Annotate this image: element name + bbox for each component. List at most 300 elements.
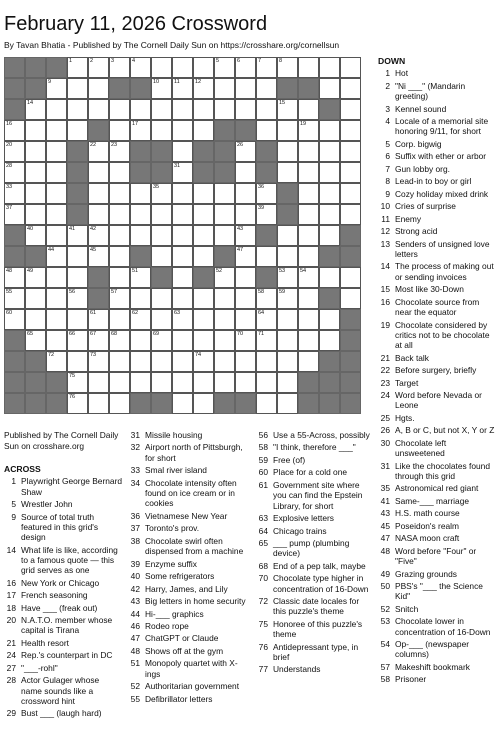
clue-item[interactable] xyxy=(378,104,496,114)
grid-cell[interactable] xyxy=(256,351,277,372)
grid-cell[interactable] xyxy=(151,372,172,393)
grid-cell[interactable] xyxy=(67,330,88,351)
clue-item[interactable] xyxy=(4,590,122,600)
clue-item[interactable] xyxy=(378,662,496,672)
grid-cell[interactable] xyxy=(130,225,151,246)
grid-cell[interactable] xyxy=(298,204,319,225)
clue-item[interactable] xyxy=(378,616,496,637)
grid-cell[interactable] xyxy=(151,204,172,225)
grid-cell[interactable] xyxy=(130,120,151,141)
grid-cell[interactable] xyxy=(256,57,277,78)
grid-cell[interactable] xyxy=(214,204,235,225)
grid-cell[interactable] xyxy=(88,225,109,246)
grid-cell[interactable] xyxy=(130,288,151,309)
grid-cell[interactable] xyxy=(46,351,67,372)
clue-item[interactable] xyxy=(256,561,374,571)
grid-cell[interactable] xyxy=(88,78,109,99)
clue-item[interactable] xyxy=(378,461,496,482)
grid-cell[interactable] xyxy=(67,351,88,372)
grid-cell[interactable] xyxy=(109,267,130,288)
grid-cell[interactable] xyxy=(298,99,319,120)
grid-cell[interactable] xyxy=(130,351,151,372)
grid-cell[interactable] xyxy=(151,246,172,267)
clue-item[interactable] xyxy=(378,365,496,375)
clue-item[interactable] xyxy=(128,633,252,643)
grid-cell[interactable] xyxy=(172,183,193,204)
grid-cell[interactable] xyxy=(4,162,25,183)
grid-cell[interactable] xyxy=(67,267,88,288)
clue-item[interactable] xyxy=(378,151,496,161)
clue-item[interactable] xyxy=(128,536,252,557)
clue-item[interactable] xyxy=(378,284,496,294)
clue-item[interactable] xyxy=(4,603,122,613)
grid-cell[interactable] xyxy=(256,120,277,141)
grid-cell[interactable] xyxy=(256,393,277,414)
clue-item[interactable] xyxy=(128,523,252,533)
grid-cell[interactable] xyxy=(25,267,46,288)
clue-item[interactable] xyxy=(256,573,374,594)
grid-cell[interactable] xyxy=(46,99,67,120)
grid-cell[interactable] xyxy=(298,246,319,267)
grid-cell[interactable] xyxy=(256,288,277,309)
clue-item[interactable] xyxy=(256,538,374,559)
clue-item[interactable] xyxy=(256,455,374,465)
grid-cell[interactable] xyxy=(256,183,277,204)
grid-cell[interactable] xyxy=(172,351,193,372)
clue-item[interactable] xyxy=(128,621,252,631)
clue-item[interactable] xyxy=(128,442,252,463)
clue-item[interactable] xyxy=(128,609,252,619)
clue-item[interactable] xyxy=(256,467,374,477)
grid-cell[interactable] xyxy=(298,267,319,288)
grid-cell[interactable] xyxy=(256,246,277,267)
grid-cell[interactable] xyxy=(67,246,88,267)
clue-item[interactable] xyxy=(128,596,252,606)
grid-cell[interactable] xyxy=(256,204,277,225)
grid-cell[interactable] xyxy=(67,288,88,309)
grid-cell[interactable] xyxy=(88,162,109,183)
grid-cell[interactable] xyxy=(172,120,193,141)
clue-item[interactable] xyxy=(378,390,496,411)
grid-cell[interactable] xyxy=(151,288,172,309)
grid-cell[interactable] xyxy=(235,372,256,393)
grid-cell[interactable] xyxy=(151,57,172,78)
clue-item[interactable] xyxy=(378,81,496,102)
grid-cell[interactable] xyxy=(193,309,214,330)
clue-item[interactable] xyxy=(378,569,496,579)
grid-cell[interactable] xyxy=(172,204,193,225)
grid-cell[interactable] xyxy=(277,309,298,330)
grid-cell[interactable] xyxy=(130,204,151,225)
grid-cell[interactable] xyxy=(67,309,88,330)
grid-cell[interactable] xyxy=(235,267,256,288)
grid-cell[interactable] xyxy=(151,351,172,372)
grid-cell[interactable] xyxy=(172,330,193,351)
grid-cell[interactable] xyxy=(46,162,67,183)
grid-cell[interactable] xyxy=(235,309,256,330)
grid-cell[interactable] xyxy=(25,225,46,246)
grid-cell[interactable] xyxy=(193,99,214,120)
grid-cell[interactable] xyxy=(319,267,340,288)
clue-item[interactable] xyxy=(128,584,252,594)
clue-item[interactable] xyxy=(256,442,374,452)
clue-item[interactable] xyxy=(256,480,374,511)
clue-item[interactable] xyxy=(378,214,496,224)
clue-item[interactable] xyxy=(256,526,374,536)
grid-cell[interactable] xyxy=(67,393,88,414)
clue-item[interactable] xyxy=(4,675,122,706)
grid-cell[interactable] xyxy=(214,78,235,99)
clue-item[interactable] xyxy=(128,465,252,475)
grid-cell[interactable] xyxy=(151,183,172,204)
grid-cell[interactable] xyxy=(214,372,235,393)
grid-cell[interactable] xyxy=(340,120,361,141)
clue-item[interactable] xyxy=(4,708,122,718)
clue-item[interactable] xyxy=(378,581,496,602)
grid-cell[interactable] xyxy=(298,330,319,351)
grid-cell[interactable] xyxy=(298,225,319,246)
clue-item[interactable] xyxy=(378,521,496,531)
grid-cell[interactable] xyxy=(88,246,109,267)
grid-cell[interactable] xyxy=(88,141,109,162)
grid-cell[interactable] xyxy=(193,330,214,351)
clue-item[interactable] xyxy=(128,694,252,704)
grid-cell[interactable] xyxy=(235,246,256,267)
clue-item[interactable] xyxy=(378,378,496,388)
grid-cell[interactable] xyxy=(193,393,214,414)
grid-cell[interactable] xyxy=(25,288,46,309)
clue-item[interactable] xyxy=(378,68,496,78)
grid-cell[interactable] xyxy=(25,141,46,162)
grid-cell[interactable] xyxy=(130,267,151,288)
clue-item[interactable] xyxy=(378,297,496,318)
grid-cell[interactable] xyxy=(193,225,214,246)
grid-cell[interactable] xyxy=(340,78,361,99)
grid-cell[interactable] xyxy=(235,78,256,99)
grid-cell[interactable] xyxy=(172,288,193,309)
grid-cell[interactable] xyxy=(88,309,109,330)
grid-cell[interactable] xyxy=(235,57,256,78)
grid-cell[interactable] xyxy=(172,372,193,393)
clue-item[interactable] xyxy=(378,496,496,506)
clue-item[interactable] xyxy=(378,438,496,459)
clue-item[interactable] xyxy=(256,619,374,640)
grid-cell[interactable] xyxy=(193,78,214,99)
grid-cell[interactable] xyxy=(151,78,172,99)
grid-cell[interactable] xyxy=(109,225,130,246)
clue-item[interactable] xyxy=(378,353,496,363)
grid-cell[interactable] xyxy=(235,225,256,246)
grid-cell[interactable] xyxy=(277,141,298,162)
grid-cell[interactable] xyxy=(88,372,109,393)
grid-cell[interactable] xyxy=(277,288,298,309)
clue-item[interactable] xyxy=(378,546,496,567)
clue-item[interactable] xyxy=(128,571,252,581)
clue-item[interactable] xyxy=(256,642,374,663)
clue-item[interactable] xyxy=(256,596,374,617)
grid-cell[interactable] xyxy=(109,99,130,120)
grid-cell[interactable] xyxy=(130,99,151,120)
grid-cell[interactable] xyxy=(46,141,67,162)
clue-item[interactable] xyxy=(378,639,496,660)
grid-cell[interactable] xyxy=(172,57,193,78)
grid-cell[interactable] xyxy=(214,225,235,246)
grid-cell[interactable] xyxy=(172,246,193,267)
grid-cell[interactable] xyxy=(109,246,130,267)
grid-cell[interactable] xyxy=(193,351,214,372)
grid-cell[interactable] xyxy=(4,204,25,225)
grid-cell[interactable] xyxy=(46,183,67,204)
clue-item[interactable] xyxy=(128,681,252,691)
grid-cell[interactable] xyxy=(256,372,277,393)
grid-cell[interactable] xyxy=(319,309,340,330)
grid-cell[interactable] xyxy=(25,309,46,330)
grid-cell[interactable] xyxy=(4,288,25,309)
grid-cell[interactable] xyxy=(340,288,361,309)
grid-cell[interactable] xyxy=(130,330,151,351)
clue-item[interactable] xyxy=(128,511,252,521)
grid-cell[interactable] xyxy=(172,267,193,288)
grid-cell[interactable] xyxy=(319,120,340,141)
clue-item[interactable] xyxy=(4,499,122,509)
grid-cell[interactable] xyxy=(193,120,214,141)
grid-cell[interactable] xyxy=(172,393,193,414)
grid-cell[interactable] xyxy=(109,351,130,372)
grid-cell[interactable] xyxy=(298,120,319,141)
grid-cell[interactable] xyxy=(193,246,214,267)
grid-cell[interactable] xyxy=(25,99,46,120)
clue-item[interactable] xyxy=(256,664,374,674)
grid-cell[interactable] xyxy=(340,162,361,183)
grid-cell[interactable] xyxy=(319,162,340,183)
grid-cell[interactable] xyxy=(235,351,256,372)
grid-cell[interactable] xyxy=(340,183,361,204)
grid-cell[interactable] xyxy=(109,393,130,414)
grid-cell[interactable] xyxy=(4,183,25,204)
grid-cell[interactable] xyxy=(46,246,67,267)
clue-item[interactable] xyxy=(378,164,496,174)
grid-cell[interactable] xyxy=(88,204,109,225)
grid-cell[interactable] xyxy=(319,330,340,351)
grid-cell[interactable] xyxy=(46,330,67,351)
grid-cell[interactable] xyxy=(277,351,298,372)
clue-item[interactable] xyxy=(378,483,496,493)
grid-cell[interactable] xyxy=(88,99,109,120)
grid-cell[interactable] xyxy=(277,330,298,351)
grid-cell[interactable] xyxy=(172,78,193,99)
grid-cell[interactable] xyxy=(109,183,130,204)
clue-item[interactable] xyxy=(378,508,496,518)
grid-cell[interactable] xyxy=(4,141,25,162)
grid-cell[interactable] xyxy=(109,372,130,393)
clue-item[interactable] xyxy=(128,430,252,440)
grid-cell[interactable] xyxy=(214,57,235,78)
grid-cell[interactable] xyxy=(214,309,235,330)
clue-item[interactable] xyxy=(4,638,122,648)
clue-item[interactable] xyxy=(4,512,122,543)
grid-cell[interactable] xyxy=(46,267,67,288)
clue-item[interactable] xyxy=(378,139,496,149)
clue-item[interactable] xyxy=(378,226,496,236)
clue-item[interactable] xyxy=(128,646,252,656)
clue-item[interactable] xyxy=(4,578,122,588)
grid-cell[interactable] xyxy=(109,120,130,141)
grid-cell[interactable] xyxy=(67,120,88,141)
grid-cell[interactable] xyxy=(193,57,214,78)
clue-item[interactable] xyxy=(256,430,374,440)
clue-item[interactable] xyxy=(378,604,496,614)
grid-cell[interactable] xyxy=(130,372,151,393)
grid-cell[interactable] xyxy=(340,141,361,162)
grid-cell[interactable] xyxy=(235,330,256,351)
clue-item[interactable] xyxy=(378,116,496,137)
grid-cell[interactable] xyxy=(277,57,298,78)
clue-item[interactable] xyxy=(4,476,122,497)
grid-cell[interactable] xyxy=(109,141,130,162)
grid-cell[interactable] xyxy=(109,57,130,78)
grid-cell[interactable] xyxy=(256,99,277,120)
grid-cell[interactable] xyxy=(172,162,193,183)
grid-cell[interactable] xyxy=(319,78,340,99)
grid-cell[interactable] xyxy=(298,162,319,183)
clue-item[interactable] xyxy=(4,650,122,660)
grid-cell[interactable] xyxy=(193,288,214,309)
grid-cell[interactable] xyxy=(214,183,235,204)
grid-cell[interactable] xyxy=(235,204,256,225)
clue-item[interactable] xyxy=(378,674,496,684)
grid-cell[interactable] xyxy=(25,162,46,183)
grid-cell[interactable] xyxy=(172,309,193,330)
grid-cell[interactable] xyxy=(172,141,193,162)
grid-cell[interactable] xyxy=(109,204,130,225)
grid-cell[interactable] xyxy=(256,78,277,99)
grid-cell[interactable] xyxy=(277,99,298,120)
grid-cell[interactable] xyxy=(319,183,340,204)
grid-cell[interactable] xyxy=(25,330,46,351)
grid-cell[interactable] xyxy=(46,225,67,246)
grid-cell[interactable] xyxy=(46,204,67,225)
clue-item[interactable] xyxy=(128,559,252,569)
grid-cell[interactable] xyxy=(25,120,46,141)
grid-cell[interactable] xyxy=(214,288,235,309)
clue-item[interactable] xyxy=(378,413,496,423)
grid-cell[interactable] xyxy=(151,99,172,120)
clue-item[interactable] xyxy=(378,425,496,435)
grid-cell[interactable] xyxy=(88,57,109,78)
grid-cell[interactable] xyxy=(46,288,67,309)
grid-cell[interactable] xyxy=(88,183,109,204)
grid-cell[interactable] xyxy=(214,330,235,351)
grid-cell[interactable] xyxy=(25,183,46,204)
clue-item[interactable] xyxy=(4,545,122,576)
grid-cell[interactable] xyxy=(4,267,25,288)
grid-cell[interactable] xyxy=(67,78,88,99)
clue-item[interactable] xyxy=(378,533,496,543)
clue-item[interactable] xyxy=(128,658,252,679)
grid-cell[interactable] xyxy=(340,267,361,288)
grid-cell[interactable] xyxy=(214,351,235,372)
clue-item[interactable] xyxy=(378,201,496,211)
grid-cell[interactable] xyxy=(235,99,256,120)
grid-cell[interactable] xyxy=(67,57,88,78)
grid-cell[interactable] xyxy=(298,141,319,162)
grid-cell[interactable] xyxy=(256,330,277,351)
clue-item[interactable] xyxy=(378,189,496,199)
grid-cell[interactable] xyxy=(88,351,109,372)
grid-cell[interactable] xyxy=(298,309,319,330)
grid-cell[interactable] xyxy=(88,393,109,414)
grid-cell[interactable] xyxy=(130,309,151,330)
grid-cell[interactable] xyxy=(67,99,88,120)
grid-cell[interactable] xyxy=(25,204,46,225)
clue-item[interactable] xyxy=(378,239,496,260)
grid-cell[interactable] xyxy=(46,78,67,99)
grid-cell[interactable] xyxy=(109,288,130,309)
grid-cell[interactable] xyxy=(193,372,214,393)
grid-cell[interactable] xyxy=(235,183,256,204)
grid-cell[interactable] xyxy=(277,120,298,141)
grid-cell[interactable] xyxy=(298,288,319,309)
grid-cell[interactable] xyxy=(4,120,25,141)
clue-item[interactable] xyxy=(4,663,122,673)
grid-cell[interactable] xyxy=(277,246,298,267)
grid-cell[interactable] xyxy=(193,183,214,204)
grid-cell[interactable] xyxy=(319,204,340,225)
grid-cell[interactable] xyxy=(298,183,319,204)
grid-cell[interactable] xyxy=(340,57,361,78)
grid-cell[interactable] xyxy=(109,309,130,330)
grid-cell[interactable] xyxy=(235,288,256,309)
grid-cell[interactable] xyxy=(340,204,361,225)
grid-cell[interactable] xyxy=(151,225,172,246)
grid-cell[interactable] xyxy=(298,57,319,78)
clue-item[interactable] xyxy=(128,478,252,509)
grid-cell[interactable] xyxy=(235,141,256,162)
grid-cell[interactable] xyxy=(151,330,172,351)
grid-cell[interactable] xyxy=(151,120,172,141)
grid-cell[interactable] xyxy=(319,141,340,162)
grid-cell[interactable] xyxy=(319,225,340,246)
grid-cell[interactable] xyxy=(172,99,193,120)
grid-cell[interactable] xyxy=(214,267,235,288)
grid-cell[interactable] xyxy=(46,120,67,141)
grid-cell[interactable] xyxy=(193,204,214,225)
grid-cell[interactable] xyxy=(151,309,172,330)
grid-cell[interactable] xyxy=(235,162,256,183)
grid-cell[interactable] xyxy=(88,330,109,351)
clue-item[interactable] xyxy=(378,320,496,351)
clue-item[interactable] xyxy=(4,615,122,636)
clue-item[interactable] xyxy=(256,513,374,523)
grid-cell[interactable] xyxy=(277,267,298,288)
grid-cell[interactable] xyxy=(277,225,298,246)
clue-item[interactable] xyxy=(378,176,496,186)
grid-cell[interactable] xyxy=(130,57,151,78)
grid-cell[interactable] xyxy=(67,372,88,393)
grid-cell[interactable] xyxy=(256,309,277,330)
grid-cell[interactable] xyxy=(4,309,25,330)
grid-cell[interactable] xyxy=(109,330,130,351)
clue-item[interactable] xyxy=(378,261,496,282)
grid-cell[interactable] xyxy=(172,225,193,246)
grid-cell[interactable] xyxy=(277,372,298,393)
grid-cell[interactable] xyxy=(214,99,235,120)
grid-cell[interactable] xyxy=(277,162,298,183)
grid-cell[interactable] xyxy=(277,393,298,414)
grid-cell[interactable] xyxy=(298,351,319,372)
grid-cell[interactable] xyxy=(109,162,130,183)
grid-cell[interactable] xyxy=(340,99,361,120)
